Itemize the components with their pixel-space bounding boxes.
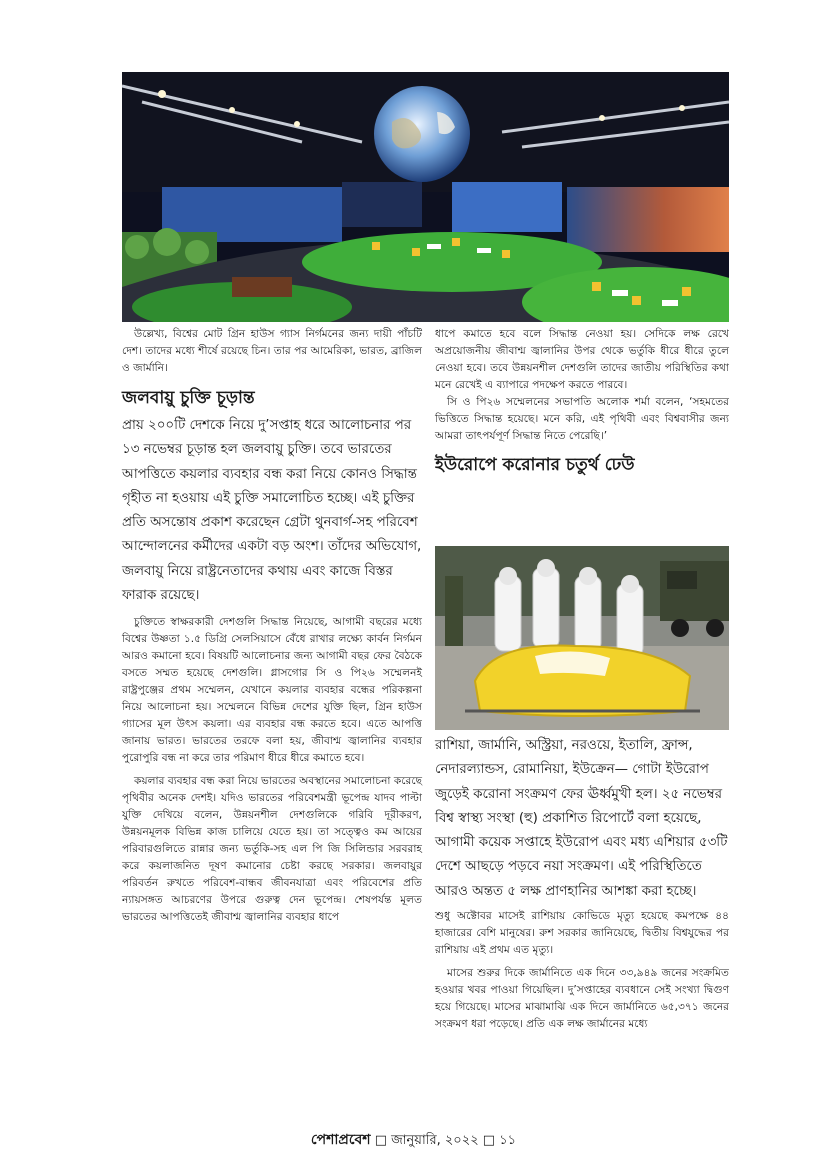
lead-paragraph: রাশিয়া, জার্মানি, অস্ট্রিয়া, নরওয়ে, ইতালি, ফ্রান্স, নেদারল্যান্ডস, রোমানিয়া, ইউক্রেন— গোটা ইউরোপ জুড়েই করোনা সংক্রমণ ফের ঊর্ধ্বমুখী হল। ২৫ নভেম্বর বিশ্ব স্বাস্থ্য সংস্থা (হু) প্রকাশিত রিপোর্টে বলা হয়েছে, আগামী কয়েক সপ্তাহে ইউরোপ এবং মধ্য এশিয়ার ৫৩টি দেশে আছড়ে পড়বে নয়া সংক্রমণ। এই পরিস্থিতিতে আরও অন্তত ৫ লক্ষ প্রাণহানির আশঙ্কা করা হচ্ছে। bbox=[435, 738, 728, 899]
covid-funeral-photo bbox=[435, 546, 729, 730]
body-paragraph: শুধু অক্টোবর মাসেই রাশিয়ায় কোভিডে মৃত্যু হয়েছে কমপক্ষে ৪৪ হাজারের বেশি মানুষের। রুশ সরকার জানিয়েছে, দ্বিতীয় বিশ্বযুদ্ধের পর রাশিয়ায় এই প্রথম এত মৃত্যু। bbox=[435, 910, 729, 957]
lead-paragraph: প্রায় ২০০টি দেশকে নিয়ে দু’সপ্তাহ ধরে আলোচনার পর ১৩ নভেম্বর চূড়ান্ত হল জলবায়ু চুক্তি। তবে ভারতের আপত্তিতে কয়লার ব্যবহার বন্ধ করা নিয়ে কোনও সিদ্ধান্ত গৃহীত না হওয়ায় এই চুক্তি সমালোচিত হচ্ছে। এই চুক্তির প্রতি অসন্তোষ প্রকাশ করেছেন গ্রেটা থুনবার্গ-সহ পরিবেশ আন্দোলনের কর্মীদের একটা বড় অংশ। তাঁদের অভিযোগ, জলবায়ু নিয়ে রাষ্ট্রনেতাদের কথায় এবং কাজে বিস্তর ফারাক রয়েছে। bbox=[122, 418, 422, 604]
body-paragraph: মাসের শুরুর দিকে জার্মানিতে এক দিনে ৩৩,৯৪৯ জনের সংক্রমিত হওয়ার খবর পাওয়া গিয়েছিল। দু’সপ্তাহের ব্যবধানে সেই সংখ্যা দ্বিগুণ হয়ে গিয়েছে। মাসের মাঝামাঝি এক দিনে জার্মানিতে ৬৫,৩৭১ জনের সংক্রমণ ধরা পড়েছে। প্রতি এক লক্ষ জার্মানের মধ্যে bbox=[435, 967, 729, 1031]
photo-caption: উল্লেখ্য, বিশ্বের মোট গ্রিন হাউস গ্যাস নির্গমনের জন্য দায়ী পাঁচটি দেশ। তাদের মধ্যে শীর্ষে রয়েছে চিন। তার পর আমেরিকা, ভারত, ব্রাজিল ও জার্মানি। bbox=[122, 328, 422, 374]
section-heading-europe-covid: ইউরোপে করোনার চতুর্থ ঢেউ bbox=[435, 455, 635, 475]
section-heading-climate-deal: জলবায়ু চুক্তি চূড়ান্ত bbox=[122, 388, 255, 408]
body-paragraph: ধাপে কমাতে হবে বলে সিদ্ধান্ত নেওয়া হয়। সেদিকে লক্ষ রেখে অপ্রয়োজনীয় জীবাশ্ম জ্বালানির উপর থেকে ভর্তুকি ধীরে ধীরে তুলে নেওয়া হবে। তবে উন্নয়নশীল দেশগুলি তাদের জাতীয় পরিস্থিতির কথা মনে রেখেই এ ব্যাপারে পদক্ষেপ করতে পারবে। bbox=[435, 328, 729, 391]
issue-date-page: □ জানুয়ারি, ২০২২ □ ১১ bbox=[374, 1133, 517, 1148]
right-column bbox=[435, 326, 729, 481]
left-column bbox=[122, 326, 422, 926]
body-paragraph: কয়লার ব্যবহার বন্ধ করা নিয়ে ভারতের অবস্থানের সমালোচনা করেছে পৃথিবীর অনেক দেশই। যদিও ভারতের পরিবেশমন্ত্রী ভূপেন্দ্র যাদব পাল্টা যুক্তি দেখিয়ে বলেন, উন্নয়নশীল দেশগুলিকে গরিবি দূরীকরণ, উন্নয়নমূলক বিভিন্ন কাজ চালিয়ে যেতে হয়। তা সত্ত্বেও কম আয়ের পরিবারগুলিতে রান্নার জন্য ভর্তুকি-সহ এল পি জি সিলিন্ডার সরবরাহ করে কয়লাজনিত দূষণ কমানোর চেষ্টা করছে সরকার। জলবায়ুর পরিবর্তন রুখতে পরিবেশ-বান্ধব জীবনযাত্রা এবং পরিবেশের প্রতি ন্যায়সঙ্গত আচরণের উপরে গুরুত্ব দেন ভূপেন্দ্র। শেষপর্যন্ত মূলত ভারতের আপত্তিতেই জীবাশ্ম জ্বালানির ব্যবহার ধাপে bbox=[122, 775, 423, 924]
body-paragraph: চুক্তিতে স্বাক্ষরকারী দেশগুলি সিদ্ধান্ত নিয়েছে, আগামী বছরের মধ্যে বিশ্বের উষ্ণতা ১.৫ ডিগ্রি সেলসিয়াসে বেঁধে রাখার লক্ষ্যে কার্বন নির্গমন আরও কমানো হবে। বিষয়টি আলোচনার জন্য আগামী বছর ফের বৈঠকে বসতে সম্মত হয়েছে দেশগুলি। গ্লাসগোর সি ও পি২৬ সম্মেলনই রাষ্ট্রপুঞ্জের প্রথম সম্মেলন, যেখানে কয়লার ব্যবহার বন্ধের পরিকল্পনা নিয়ে আলোচনা হয়। সম্মেলনে বিভিন্ন দেশের যুক্তি ছিল, গ্রিন হাউস গ্যাসের মূল উৎস কয়লা। এর ব্যবহার বন্ধ করতে হবে। এতে আপত্তি জানায় ভারত। ভারতের তরফে বলা হয়, জীবাশ্ম জ্বালানির ব্যবহার পুরোপুরি বন্ধ না করে তার পরিমাণ ধীরে ধীরে কমাতে হবে। bbox=[122, 616, 422, 765]
magazine-name: পেশাপ্রবেশ bbox=[310, 1132, 371, 1148]
page-footer bbox=[0, 1128, 827, 1152]
right-column-continued bbox=[435, 734, 729, 1033]
cop26-venue-photo bbox=[122, 72, 729, 322]
body-paragraph: সি ও পি২৬ সম্মেলনের সভাপতি অলোক শর্মা বলেন, ‘সহমতের ভিত্তিতে সিদ্ধান্ত হয়েছে। মনে করি, এই পৃথিবী এবং বিশ্ববাসীর জন্য আমরা তাৎপর্যপূর্ণ সিদ্ধান্ত নিতে পেরেছি।’ bbox=[435, 396, 729, 442]
